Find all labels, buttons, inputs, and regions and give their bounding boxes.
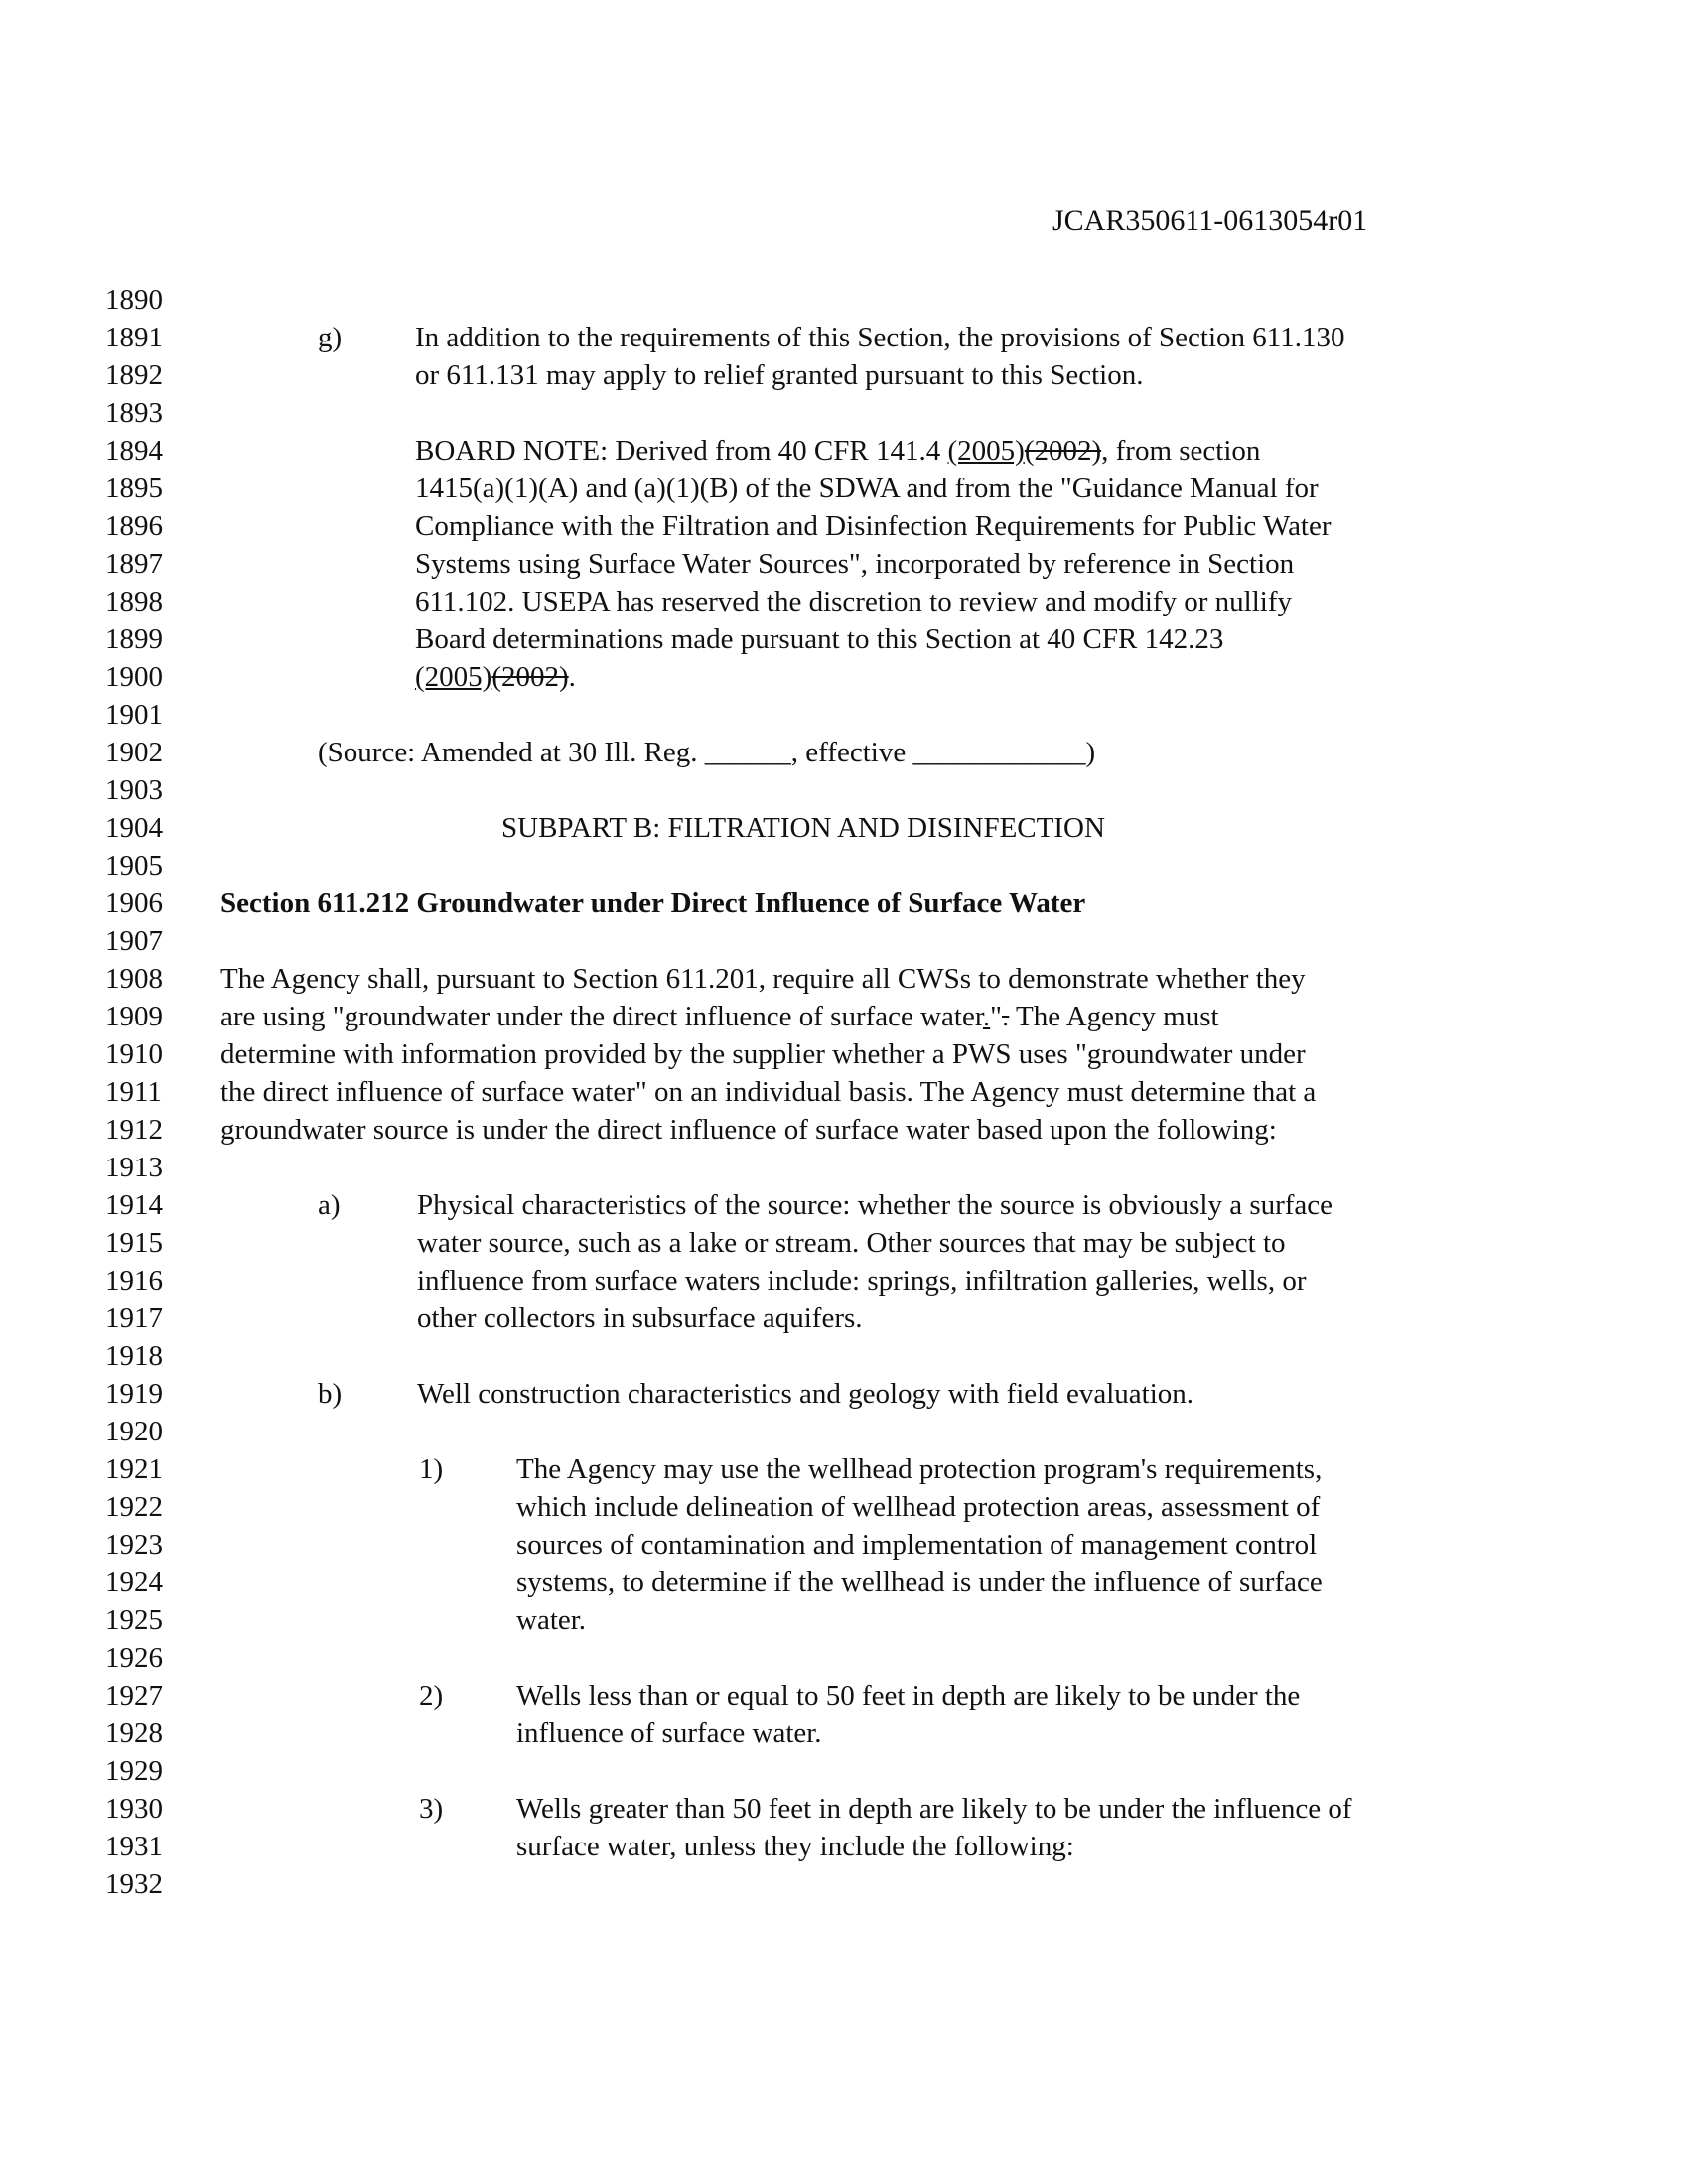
board-note-line xyxy=(415,658,576,696)
line-number: 1902 xyxy=(105,737,163,768)
line-number: 1916 xyxy=(105,1265,163,1297)
line-number: 1890 xyxy=(105,284,163,316)
subsection-a-line: other collectors in subsurface aquifers. xyxy=(417,1302,863,1334)
line-number: 1898 xyxy=(105,586,163,617)
source-note: (Source: Amended at 30 Ill. Reg. ______, effective ____________) xyxy=(318,737,1096,768)
item-1-line: systems, to determine if the wellhead is under the influence of surface xyxy=(516,1567,1323,1598)
inserted-text: (2005) xyxy=(415,661,492,693)
line-number: 1903 xyxy=(105,774,163,806)
item-2-line: influence of surface water. xyxy=(516,1717,822,1749)
line-number: 1894 xyxy=(105,435,163,467)
inserted-text: (2005) xyxy=(947,435,1025,467)
line-number: 1925 xyxy=(105,1604,163,1636)
paragraph-line xyxy=(220,998,1219,1035)
line-number: 1896 xyxy=(105,510,163,542)
line-number: 1921 xyxy=(105,1453,163,1485)
board-note-line: 611.102. USEPA has reserved the discretion to review and modify or nullify xyxy=(415,586,1293,617)
line-number: 1923 xyxy=(105,1529,163,1561)
line-number: 1931 xyxy=(105,1831,163,1862)
line-number: 1895 xyxy=(105,473,163,504)
item-3-line: Wells greater than 50 feet in depth are likely to be under the influence of xyxy=(516,1793,1352,1825)
line-number: 1893 xyxy=(105,397,163,429)
item-2-label: 2) xyxy=(419,1680,444,1711)
subsection-a-line: water source, such as a lake or stream. Other sources that may be subject to xyxy=(417,1227,1286,1259)
line-number: 1911 xyxy=(105,1076,162,1108)
item-1-line: which include delineation of wellhead protection areas, assessment of xyxy=(516,1491,1321,1523)
line-number: 1908 xyxy=(105,963,163,995)
deleted-text: (2002) xyxy=(491,661,569,693)
paragraph-text: " xyxy=(990,1001,1003,1032)
subsection-a-line: influence from surface waters include: springs, infiltration galleries, wells, or xyxy=(417,1265,1307,1297)
line-number: 1919 xyxy=(105,1378,163,1410)
line-number: 1892 xyxy=(105,359,163,391)
line-number: 1910 xyxy=(105,1038,163,1070)
item-1-line: water. xyxy=(516,1604,587,1636)
item-3-line: surface water, unless they include the following: xyxy=(516,1831,1074,1862)
line-number: 1918 xyxy=(105,1340,163,1372)
paragraph-line: The Agency shall, pursuant to Section 611.201, require all CWSs to demonstrate whether they xyxy=(220,963,1306,995)
board-note-text: BOARD NOTE: Derived from 40 CFR 141.4 xyxy=(415,435,948,467)
item-1-line: sources of contamination and implementation of management control xyxy=(516,1529,1318,1561)
document-id: JCAR350611-0613054r01 xyxy=(1052,205,1368,237)
subsection-a-label: a) xyxy=(318,1189,341,1221)
line-number: 1907 xyxy=(105,925,163,957)
subsection-b-label: b) xyxy=(318,1378,343,1410)
line-number: 1891 xyxy=(105,322,163,353)
line-number: 1913 xyxy=(105,1152,163,1183)
line-number: 1927 xyxy=(105,1680,163,1711)
line-number: 1909 xyxy=(105,1001,163,1032)
line-number: 1917 xyxy=(105,1302,163,1334)
paragraph-line: determine with information provided by the supplier whether a PWS uses "groundwater under xyxy=(220,1038,1306,1070)
subsection-a-line: Physical characteristics of the source: whether the source is obviously a surface xyxy=(417,1189,1333,1221)
line-number: 1901 xyxy=(105,699,163,731)
subsection-g-label: g) xyxy=(318,322,343,353)
board-note-line: Board determinations made pursuant to this Section at 40 CFR 142.23 xyxy=(415,623,1224,655)
subsection-g-line: or 611.131 may apply to relief granted pursuant to this Section. xyxy=(415,359,1144,391)
paragraph-line: the direct influence of surface water" on an individual basis. The Agency must determine that a xyxy=(220,1076,1317,1108)
board-note-text: . xyxy=(568,661,576,693)
line-number: 1904 xyxy=(105,812,163,844)
item-2-line: Wells less than or equal to 50 feet in depth are likely to be under the xyxy=(516,1680,1301,1711)
line-number: 1915 xyxy=(105,1227,163,1259)
line-number: 1912 xyxy=(105,1114,163,1146)
item-1-label: 1) xyxy=(419,1453,444,1485)
subsection-g-line: In addition to the requirements of this Section, the provisions of Section 611.130 xyxy=(415,322,1345,353)
line-number: 1906 xyxy=(105,887,163,919)
line-number: 1905 xyxy=(105,850,163,882)
paragraph-text: are using "groundwater under the direct influence of surface water xyxy=(220,1001,983,1032)
subpart-heading: SUBPART B: FILTRATION AND DISINFECTION xyxy=(501,812,1105,844)
item-3-label: 3) xyxy=(419,1793,444,1825)
line-number: 1900 xyxy=(105,661,163,693)
line-number: 1897 xyxy=(105,548,163,580)
deleted-text: (2002) xyxy=(1024,435,1102,467)
line-number: 1926 xyxy=(105,1642,163,1674)
line-number: 1930 xyxy=(105,1793,163,1825)
board-note-line: Compliance with the Filtration and Disinfection Requirements for Public Water xyxy=(415,510,1332,542)
line-number: 1932 xyxy=(105,1868,163,1900)
deleted-text: . xyxy=(1002,1001,1010,1032)
line-number: 1922 xyxy=(105,1491,163,1523)
line-number: 1928 xyxy=(105,1717,163,1749)
board-note-line: Systems using Surface Water Sources", incorporated by reference in Section xyxy=(415,548,1295,580)
item-1-line: The Agency may use the wellhead protection program's requirements, xyxy=(516,1453,1323,1485)
paragraph-text: The Agency must xyxy=(1009,1001,1219,1032)
line-number: 1924 xyxy=(105,1567,163,1598)
line-number: 1914 xyxy=(105,1189,163,1221)
inserted-text: . xyxy=(982,1001,991,1032)
subsection-b-line: Well construction characteristics and geology with field evaluation. xyxy=(417,1378,1194,1410)
section-heading: Section 611.212 Groundwater under Direct Influence of Surface Water xyxy=(220,887,1086,919)
line-number: 1929 xyxy=(105,1755,163,1787)
board-note-text: , from section xyxy=(1101,435,1261,467)
board-note-line xyxy=(415,432,1260,470)
line-number: 1899 xyxy=(105,623,163,655)
board-note-line: 1415(a)(1)(A) and (a)(1)(B) of the SDWA and from the "Guidance Manual for xyxy=(415,473,1319,504)
paragraph-line: groundwater source is under the direct influence of surface water based upon the following: xyxy=(220,1114,1277,1146)
line-number: 1920 xyxy=(105,1416,163,1447)
